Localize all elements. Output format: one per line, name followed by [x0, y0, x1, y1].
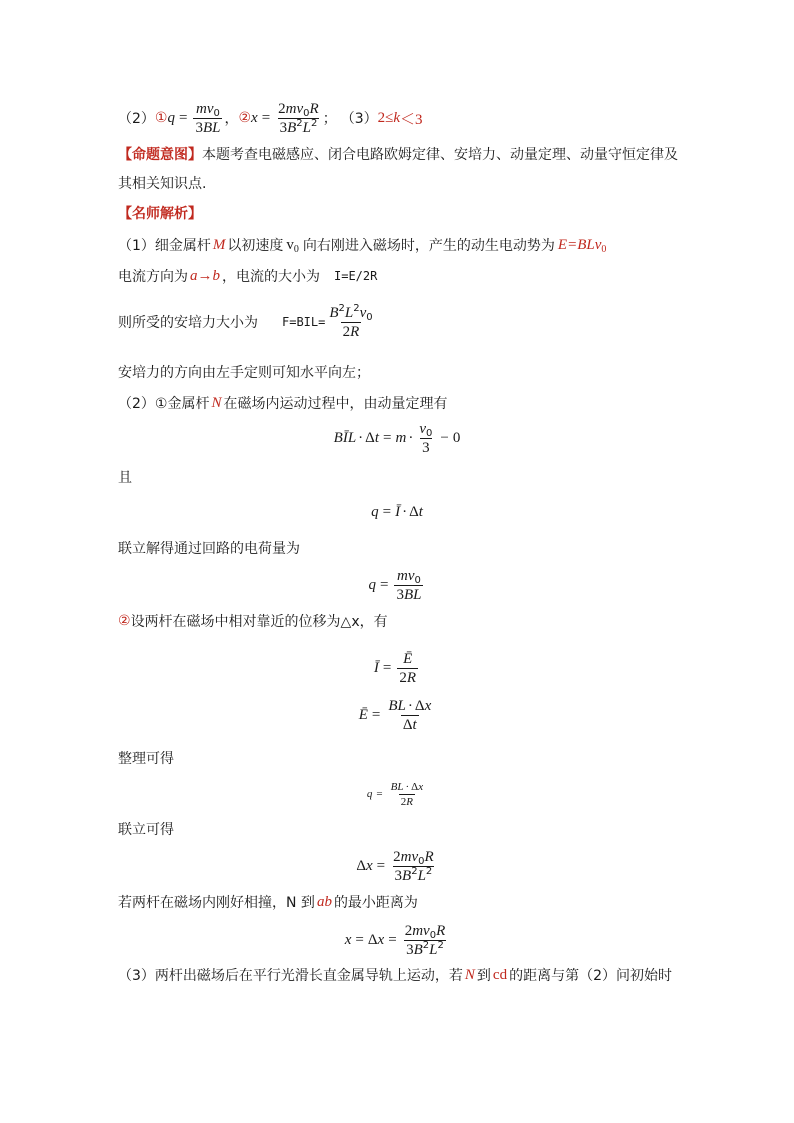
numerator-vars: BL — [390, 780, 404, 793]
superscript: 2 — [296, 117, 303, 129]
dot-operator: · — [358, 429, 364, 446]
average-emf-var: Ē — [403, 650, 413, 667]
collision-tail: 的最小距离为 — [333, 895, 418, 911]
subscript: 0 — [425, 427, 433, 439]
subscript: 0 — [601, 243, 607, 255]
intent-line — [118, 144, 678, 164]
denominator-digit: 2 — [400, 795, 407, 808]
part2-intro-line — [118, 393, 447, 413]
part1-lead: （1）细金属杆 — [118, 238, 211, 254]
circle-2-marker: ② — [118, 613, 131, 629]
part1-current-line — [118, 266, 377, 286]
subscript: 0 — [418, 855, 425, 867]
fraction-denominator — [420, 438, 432, 457]
superscript: 2 — [425, 865, 433, 877]
part1-tail: 向右刚进入磁场时，产生的动生电动势为 — [302, 238, 555, 254]
fraction-numerator — [386, 697, 433, 715]
answer-distance-fraction — [276, 100, 321, 137]
rod-n-label: N — [211, 394, 222, 411]
numerator-v: v — [359, 304, 367, 321]
intent-text-continued: 其相关知识点. — [118, 176, 207, 192]
part1-emf-line — [118, 235, 606, 255]
time-var: t — [412, 716, 417, 733]
charge-var: q — [368, 576, 376, 593]
fraction-denominator — [393, 866, 435, 885]
force-fraction — [327, 304, 374, 341]
minimum-distance-equation — [118, 918, 676, 962]
and-word: 且 — [118, 470, 132, 486]
subscript: 0 — [293, 243, 299, 255]
superscript: 2 — [338, 302, 345, 314]
semicolon: ； — [322, 111, 337, 127]
part3-lead: （3）两杆出磁场后在平行光滑长直金属导轨上运动，若 — [118, 968, 463, 984]
numerator-b: B — [329, 304, 339, 321]
fraction-denominator — [394, 585, 423, 604]
charge-result-fraction — [394, 567, 423, 604]
superscript: 2 — [353, 302, 360, 314]
numerator-vars: mv — [285, 100, 304, 117]
initial-velocity — [286, 237, 299, 254]
minimum-distance-fraction — [403, 922, 448, 959]
fraction-numerator — [401, 650, 414, 668]
subscript: 0 — [414, 574, 421, 586]
current-expression: I=E/2R — [334, 269, 378, 283]
collision-line — [118, 892, 418, 912]
rod-m-label: M — [212, 236, 226, 253]
combine-line — [118, 819, 174, 839]
collision-lead: 若两杆在磁场内刚好相撞，N 到 — [118, 895, 315, 911]
fraction-numerator — [276, 100, 321, 118]
numerator-vars: mv — [397, 567, 415, 584]
average-current-fraction — [397, 650, 418, 687]
fraction-numerator — [391, 848, 436, 866]
answer-range-k: k — [393, 109, 401, 126]
denominator-var: R — [406, 669, 417, 686]
simplify-text: 整理可得 — [118, 751, 174, 767]
numerator-tail: R — [309, 100, 319, 117]
charge-var: q — [366, 788, 373, 800]
displacement-result-equation — [118, 844, 676, 888]
part2-tail: 在磁场内运动过程中，由动量定理有 — [223, 396, 448, 412]
average-current-equation — [118, 646, 676, 690]
denominator-digit: 3 — [195, 119, 203, 136]
displacement-fraction — [391, 848, 436, 885]
part3-line — [118, 965, 672, 985]
average-emf-equation — [118, 693, 676, 737]
displacement-var: x — [418, 780, 424, 793]
numerator-v: v — [419, 420, 426, 437]
delta-symbol: Δ — [411, 780, 419, 793]
denominator-l: L — [417, 867, 426, 884]
answer-range-low: 2≤ — [377, 109, 394, 126]
rod-n-label: N — [464, 966, 475, 983]
denominator-var: R — [350, 323, 360, 340]
segment-cd: cd — [492, 966, 508, 983]
numerator-vars: mv — [400, 848, 419, 865]
denominator-l: L — [429, 941, 438, 958]
average-current-var: Ī — [373, 659, 379, 676]
velocity-var: v — [286, 236, 294, 253]
dot-operator: · — [408, 429, 414, 446]
denominator-digit: 3 — [422, 439, 430, 456]
denominator-digit: 3 — [279, 119, 288, 136]
answer-circle-1: ① — [154, 110, 168, 126]
fraction-numerator — [417, 420, 434, 438]
subscript: 0 — [303, 107, 310, 119]
fraction-denominator — [404, 940, 446, 959]
denominator-b: B — [413, 941, 423, 958]
charge-definition-equation — [118, 500, 676, 524]
delta-symbol: Δ — [367, 931, 378, 948]
superscript: 2 — [411, 865, 418, 877]
equals-sign: = — [371, 706, 381, 723]
subscript: 0 — [366, 311, 373, 323]
dot-operator: · — [402, 503, 408, 520]
superscript: 2 — [310, 117, 318, 129]
denominator-digit: 2 — [399, 669, 407, 686]
dot-operator: · — [407, 697, 413, 714]
part1-force-line — [118, 300, 377, 344]
part1-mid: 以初速度 — [227, 238, 284, 254]
charge-result-equation — [118, 563, 676, 607]
displacement-var: x — [424, 697, 432, 714]
numerator-digit: 2 — [278, 100, 286, 117]
equals-sign: = — [261, 109, 271, 126]
superscript: 2 — [422, 939, 430, 951]
denominator-b: B — [287, 119, 297, 136]
answer-part3-label: （3） — [340, 111, 378, 127]
emf-text: E=BLv — [557, 236, 602, 253]
time-var: t — [374, 429, 379, 446]
numerator-tail: R — [424, 848, 434, 865]
part2-displacement-line — [118, 611, 388, 631]
velocity-third-fraction — [417, 420, 434, 457]
part3-tail: 的距离与第（2）问初始时 — [509, 968, 673, 984]
denominator-digit: 3 — [396, 586, 404, 603]
force-expression: F=BIL= — [282, 315, 326, 329]
equals-sign: = — [382, 659, 392, 676]
fraction-denominator — [341, 322, 362, 341]
answer-range-high: ＜3 — [400, 111, 423, 128]
average-emf-fraction — [386, 697, 433, 734]
numerator-vars: mv — [412, 922, 430, 939]
distance-var: x — [344, 931, 352, 948]
displacement-var: x — [365, 857, 373, 874]
numerator-digit: 2 — [404, 922, 413, 939]
minus-sign: − — [440, 429, 449, 446]
denominator-l: L — [302, 119, 311, 136]
momentum-equation — [118, 416, 676, 460]
denominator-digit: 2 — [342, 323, 351, 340]
numerator-vars: mv — [196, 100, 214, 117]
equals-sign: = — [355, 931, 364, 948]
dot-operator: · — [405, 780, 410, 793]
delta-symbol: Δ — [356, 857, 366, 874]
combine-text: 联立可得 — [118, 822, 174, 838]
equals-sign: = — [383, 429, 392, 446]
fraction-numerator — [403, 922, 448, 940]
delta-symbol: Δ — [409, 503, 419, 520]
time-var: t — [418, 503, 423, 520]
fraction-numerator — [327, 304, 374, 322]
answer-part2-label: （2） — [118, 111, 155, 127]
part3-mid: 到 — [476, 968, 491, 984]
mass-var: m — [395, 429, 407, 446]
current-magnitude-lead: ，电流的大小为 — [222, 269, 320, 285]
zero-value: 0 — [452, 429, 461, 446]
answer-summary-line — [118, 96, 423, 140]
segment-ab: ab — [316, 893, 332, 910]
comma: ， — [224, 111, 239, 127]
average-current-var: Ī — [395, 503, 401, 520]
subscript: 0 — [213, 107, 220, 119]
denominator-var: R — [406, 795, 413, 808]
equals-sign: = — [382, 503, 392, 520]
charge-displacement-equation — [118, 776, 676, 812]
denominator-digit: 3 — [394, 867, 403, 884]
fraction-denominator — [401, 715, 419, 734]
fraction-numerator — [389, 780, 425, 794]
delta-symbol: Δ — [402, 716, 413, 733]
fraction-numerator — [194, 100, 222, 118]
numerator-digit: 2 — [393, 848, 401, 865]
delta-symbol: Δ — [414, 697, 425, 714]
momentum-lhs-vars: BĪL — [333, 429, 357, 446]
answer-circle-2: ② — [238, 110, 252, 126]
fraction-denominator — [399, 794, 415, 809]
analysis-heading-line — [118, 203, 202, 223]
fraction-denominator — [193, 118, 222, 137]
current-direction: a→b — [190, 267, 220, 284]
force-direction-text: 安培力的方向由左手定则可知水平向左； — [118, 365, 370, 381]
delta-symbol: Δ — [365, 429, 375, 446]
force-lead: 则所受的安培力大小为 — [118, 315, 258, 331]
denominator-vars: BL — [403, 586, 422, 603]
and-line — [118, 467, 132, 487]
equals-sign: = — [376, 788, 383, 800]
equals-sign: = — [388, 931, 397, 948]
equals-sign: = — [178, 109, 188, 126]
numerator-l: L — [344, 304, 354, 321]
force-direction-line — [118, 362, 370, 382]
emf-expression — [558, 237, 606, 254]
part2-lead: （2）①金属杆 — [118, 396, 210, 412]
fraction-denominator — [397, 668, 418, 687]
intent-text: 本题考查电磁感应、闭合电路欧姆定律、安培力、动量定理、动量守恒定律及 — [202, 147, 678, 163]
displacement-var: x — [377, 931, 385, 948]
fraction-numerator — [395, 567, 423, 585]
numerator-tail: R — [436, 922, 446, 939]
charge-displacement-fraction — [389, 780, 425, 809]
current-direction-lead: 电流方向为 — [118, 269, 188, 285]
subscript: 0 — [429, 929, 437, 941]
fraction-denominator — [278, 118, 320, 137]
answer-x-variable: x — [251, 109, 258, 126]
solve-text: 联立解得通过回路的电荷量为 — [118, 541, 300, 557]
equals-sign: = — [380, 576, 389, 593]
average-emf-var: Ē — [358, 706, 368, 723]
denominator-b: B — [402, 867, 412, 884]
numerator-vars: BL — [388, 697, 406, 714]
answer-charge-fraction — [193, 100, 222, 137]
charge-var: q — [371, 503, 379, 520]
intent-continuation-line — [118, 173, 206, 193]
intent-label: 【命题意图】 — [118, 147, 202, 163]
solve-line — [118, 538, 300, 558]
displacement-text: 设两杆在磁场中相对靠近的位移为△x，有 — [130, 614, 388, 630]
equals-sign: = — [376, 857, 386, 874]
analysis-label: 【名师解析】 — [118, 206, 202, 222]
denominator-digit: 3 — [406, 941, 414, 958]
superscript: 2 — [437, 939, 444, 951]
answer-q-variable: q — [167, 109, 175, 126]
denominator-vars: BL — [202, 119, 221, 136]
simplify-line — [118, 748, 174, 768]
